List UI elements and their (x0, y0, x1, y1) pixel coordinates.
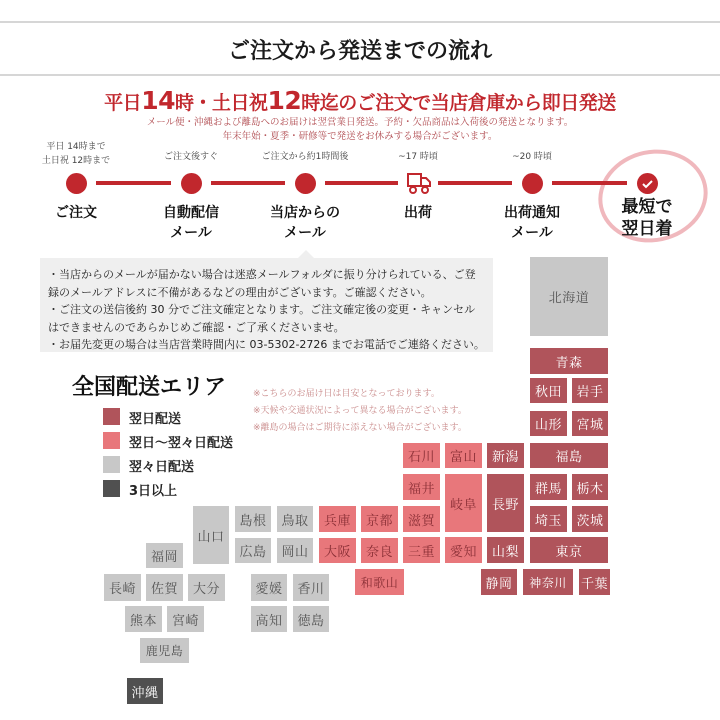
prefecture-tile: 秋田 (530, 378, 567, 403)
prefecture-tile: 佐賀 (146, 574, 183, 601)
prefecture-tile: 東京 (530, 537, 608, 563)
legend-swatch (103, 480, 120, 497)
prefecture-tile: 高知 (251, 606, 287, 632)
prefecture-tile: 青森 (530, 348, 608, 374)
info-line: ・お届先変更の場合は当店営業時間内に 03-5302-2726 までお電話でご連絡ください。 (48, 338, 485, 351)
prefecture-tile: 群馬 (530, 474, 567, 500)
legend-label: 翌日～翌々日配送 (129, 436, 234, 451)
headline-text: 12 (267, 86, 302, 115)
prefecture-tile: 大阪 (319, 538, 356, 563)
legend-swatch (103, 408, 120, 425)
note: ※離島の場合はご期待に添えない場合がございます。 (253, 423, 467, 433)
prefecture-tile: 山口 (193, 506, 229, 564)
prefecture-tile: 京都 (361, 506, 398, 532)
step-label: 出荷 (404, 205, 432, 221)
step-dot-icon (522, 173, 543, 194)
prefecture-tile: 宮崎 (167, 606, 204, 632)
legend-label: 翌々日配送 (129, 460, 195, 475)
prefecture-tile: 岡山 (277, 538, 313, 563)
prefecture-tile: 徳島 (293, 606, 329, 632)
prefecture-tile: 福岡 (146, 543, 183, 568)
step-label: 自動配信 (163, 205, 219, 221)
prefecture-tile: 千葉 (579, 569, 610, 595)
page-title: ご注文から発送までの流れ (227, 39, 492, 64)
prefecture-tile: 三重 (403, 537, 440, 563)
prefecture-tile: 北海道 (530, 257, 608, 336)
prefecture-tile: 長崎 (104, 574, 141, 601)
step-label: 最短で (621, 197, 673, 217)
step-dot-icon (66, 173, 87, 194)
prefecture-tile: 山形 (530, 411, 567, 436)
prefecture-tile: 愛媛 (251, 574, 287, 601)
step-timing: ご注文後すぐ (163, 152, 218, 162)
note: ※天候や交通状況によって異なる場合がございます。 (253, 406, 467, 416)
prefecture-tile: 山梨 (487, 537, 524, 563)
area-title: 全国配送エリア (72, 375, 227, 400)
legend-swatch (103, 432, 120, 449)
divider (0, 21, 720, 23)
prefecture-tile: 長野 (487, 474, 524, 532)
info-line: ・ご注文の送信後約 30 分でご注文確定となります。ご注文確定後の変更・キャンセルはできませんのであらかじめご確認・ご了承くださいませ。 (48, 303, 476, 334)
prefecture-tile: 福井 (403, 474, 440, 500)
headline-text: 14 (141, 86, 175, 115)
step-dot-icon (181, 173, 202, 194)
prefecture-tile: 鹿児島 (140, 638, 189, 663)
step-timing: ~20 時頃 (512, 152, 552, 162)
prefecture-tile: 熊本 (125, 606, 162, 632)
divider (0, 74, 720, 76)
info-box (40, 258, 493, 352)
subnote: メール便・沖縄および離島へのお届けは翌営業日発送。予約・欠品商品は入荷後の発送となります。 (146, 117, 574, 128)
prefecture-tile: 神奈川 (523, 569, 573, 595)
prefecture-tile: 岩手 (572, 378, 608, 403)
step-label: メール (284, 225, 326, 241)
step-label: ご注文 (55, 205, 97, 221)
info-line: ・当店からのメールが届かない場合は迷惑メールフォルダに振り分けられている、ご登録のメールアドレスに不備があるなどの理由がございます。ご確認ください。 (48, 268, 476, 299)
prefecture-tile: 兵庫 (319, 506, 356, 532)
step-connector (96, 181, 171, 185)
prefecture-tile: 香川 (293, 574, 329, 601)
step-connector (325, 181, 398, 185)
prefecture-tile: 富山 (445, 443, 482, 468)
prefecture-tile: 滋賀 (403, 506, 440, 532)
step-label: 当店からの (270, 205, 340, 221)
step-connector (438, 181, 512, 185)
prefecture-tile: 沖縄 (127, 678, 163, 704)
headline-text: 時・土日祝 (174, 92, 268, 114)
legend-swatch (103, 456, 120, 473)
legend-label: 翌日配送 (129, 412, 182, 427)
prefecture-tile: 福島 (530, 443, 608, 468)
headline-text: 平日 (104, 92, 142, 114)
prefecture-tile: 石川 (403, 443, 440, 468)
prefecture-tile: 静岡 (481, 569, 517, 595)
step-label: 翌日着 (621, 219, 673, 239)
prefecture-tile: 奈良 (361, 538, 398, 563)
subnote: 年末年始・夏季・研修等で発送をお休みする場合がございます。 (222, 131, 498, 142)
prefecture-tile: 大分 (188, 574, 225, 601)
note: ※こちらのお届け日は目安となっております。 (253, 389, 440, 399)
step-label: メール (170, 225, 212, 241)
prefecture-tile: 広島 (235, 538, 271, 563)
check-icon (637, 173, 658, 194)
prefecture-tile: 岐阜 (445, 474, 482, 532)
step-timing: ~17 時頃 (398, 152, 438, 162)
headline-text: 時迄のご注文で当店倉庫から即日発送 (301, 92, 616, 114)
prefecture-tile: 茨城 (572, 506, 608, 532)
step-dot-icon (295, 173, 316, 194)
step-timing: 平日 14時まで (46, 142, 106, 152)
prefecture-tile: 鳥取 (277, 506, 313, 532)
step-label: メール (511, 225, 553, 241)
step-timing: ご注文から約1時間後 (261, 152, 349, 162)
prefecture-tile: 愛知 (445, 537, 482, 563)
headline (0, 86, 720, 115)
prefecture-tile: 和歌山 (355, 569, 404, 595)
step-connector (211, 181, 285, 185)
legend-label: 3日以上 (129, 484, 178, 499)
step-connector (552, 181, 627, 185)
prefecture-tile: 宮城 (572, 411, 608, 436)
prefecture-tile: 埼玉 (530, 506, 567, 532)
truck-icon (406, 171, 432, 199)
prefecture-tile: 島根 (235, 506, 271, 532)
prefecture-tile: 新潟 (487, 443, 524, 468)
step-label: 出荷通知 (504, 205, 560, 221)
prefecture-tile: 栃木 (572, 474, 608, 500)
step-timing: 土日祝 12時まで (41, 156, 111, 166)
